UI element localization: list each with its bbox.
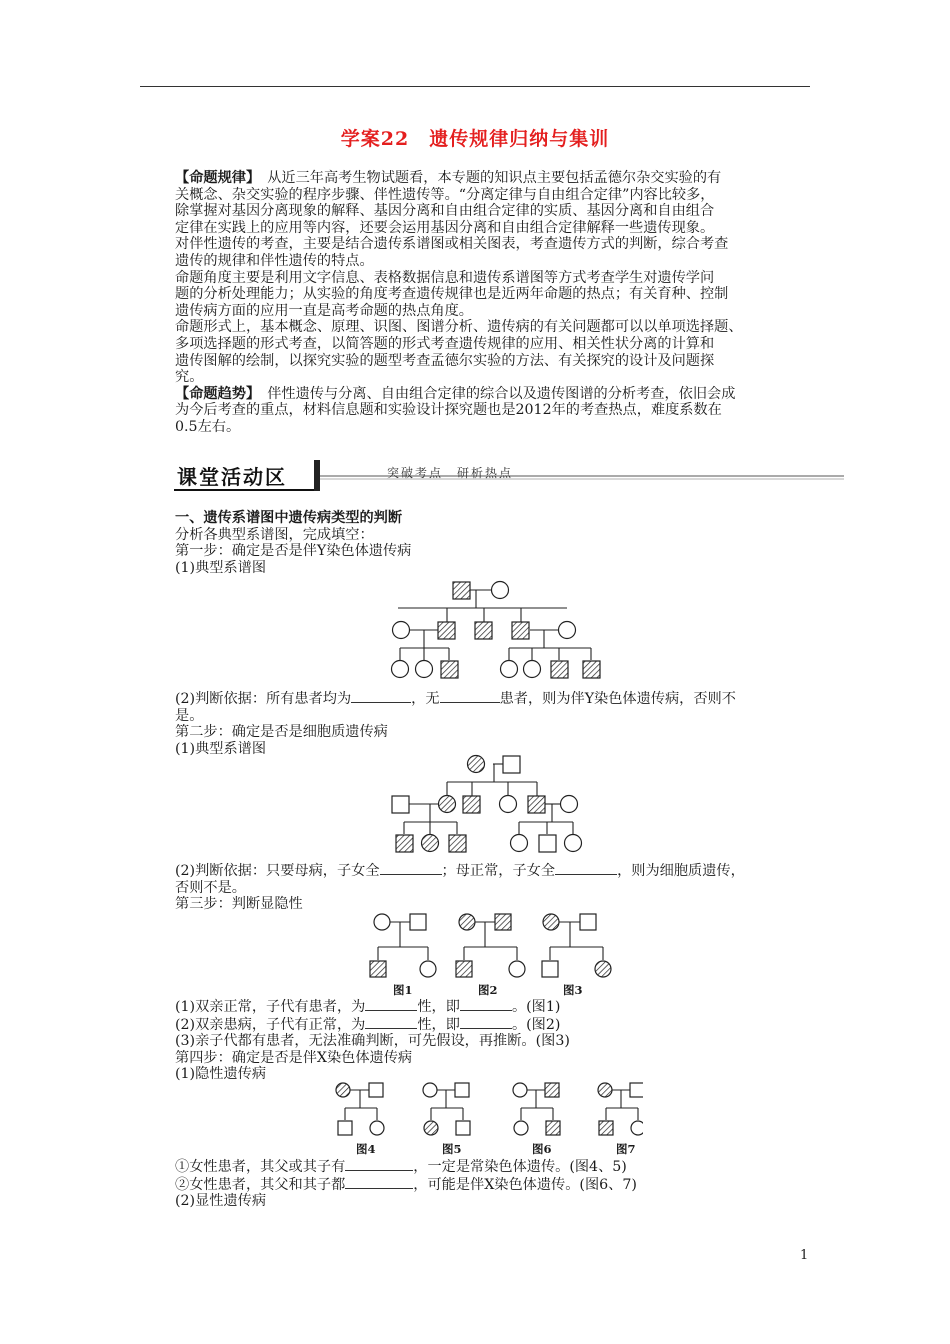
step-sub: (2)显性遗传病 (175, 1193, 267, 1210)
judge-text: 。(图2) (511, 1016, 561, 1033)
figure-caption: 图1 (393, 983, 413, 997)
judge-text: (2)双亲患病，子代有正常，为 (175, 1016, 366, 1033)
intro-line: 多项选择题的形式考查，以简答题的形式考查遗传规律的应用、相关性状分离的计算和 (175, 335, 715, 352)
banner-title: 课堂活动区 (177, 465, 287, 489)
fill-blank[interactable] (460, 998, 512, 1011)
figure-caption: 图2 (478, 983, 498, 997)
judge-text: ①女性患者，其父或其子有 (175, 1159, 346, 1175)
section-block-2 (175, 690, 810, 757)
section-block-5 (175, 1158, 810, 1210)
judge-text: ；母正常，子女全 (441, 863, 556, 879)
pedigree-y-linked (385, 578, 615, 688)
intro-line: 命题形式上，基本概念、原理、识图、图谱分析、遗传病的有关问题都可以以单项选择题、 (175, 319, 743, 336)
judge-text: ②女性患者，其父和其子都 (175, 1176, 346, 1193)
judge-text: 。(图1) (511, 999, 561, 1015)
step-sub: (1)隐性遗传病 (175, 1066, 267, 1083)
section-line: 分析各典型系谱图，完成填空： (175, 526, 374, 543)
step-heading: 第一步：确定是否是伴Y染色体遗传病 (175, 543, 412, 560)
judge-text: (1)双亲正常，子代有患者，为 (175, 999, 366, 1015)
figure-caption: 图6 (532, 1142, 552, 1156)
figure-caption: 图3 (563, 983, 583, 997)
judge-text: (3)亲子代都有患者，无法准确判断，可先假设，再推断。(图3) (175, 1033, 570, 1050)
judge-text: 性，即 (417, 1016, 460, 1033)
intro-line: 关概念、杂交实验的程序步骤、伴性遗传等。“分离定律与自由组合定律”内容比较多， (175, 186, 715, 203)
fill-blank[interactable] (345, 1176, 413, 1189)
banner-subtitle: 突破考点 研析热点 (387, 466, 514, 480)
intro-line: 遗传图解的绘制，以探究实验的题型考查孟德尔实验的方法、有关探究的设计及问题探 (175, 352, 715, 369)
judge-text: 患者，则为伴Y染色体遗传病，否则不 (499, 691, 736, 707)
intro-tag-1: 【命题规律】 (175, 170, 254, 186)
step-heading: 第二步：确定是否是细胞质遗传病 (175, 724, 388, 741)
page-title: 学案22 遗传规律归纳与集训 (340, 128, 610, 150)
step-heading: 第四步：确定是否是伴X染色体遗传病 (175, 1049, 413, 1066)
fill-blank[interactable] (351, 690, 411, 703)
fill-blank[interactable] (365, 998, 417, 1011)
intro-line: 伴性遗传与分离、自由组合定律的综合以及遗传图谱的分析考查，依旧会成 (253, 385, 736, 402)
intro-line: 0.5左右。 (175, 418, 241, 435)
fill-blank[interactable] (440, 690, 500, 703)
judge-text: 否则不是。 (175, 879, 246, 896)
section-block-1 (175, 510, 810, 576)
intro-line: 命题角度主要是利用文字信息、表格数据信息和遗传系谱图等方式考查学生对遗传学问 (175, 269, 715, 286)
judge-text: 是。 (175, 707, 204, 724)
intro-tag-2: 【命题趋势】 (175, 385, 254, 402)
intro-line: 遗传病方面的应用一直是高考命题的热点角度。 (175, 302, 473, 319)
judge-text: ，一定是常染色体遗传。(图4、5) (413, 1159, 627, 1175)
section-banner (174, 459, 844, 493)
judge-text: ，则为细胞质遗传， (617, 863, 745, 879)
judge-text: 性，即 (417, 999, 460, 1015)
step-heading: 第三步：判断显隐性 (175, 896, 303, 913)
intro-line: 定律在实践上的应用等内容，还要会运用基因分离和自由组合定律解释一些遗传现象。 (175, 219, 715, 236)
fill-blank[interactable] (380, 862, 442, 875)
judge-text: ，可能是伴X染色体遗传。(图6、7) (413, 1176, 637, 1193)
pedigree-cytoplasmic (385, 752, 585, 862)
figure-caption: 图5 (442, 1142, 462, 1156)
intro-line: 除掌握对基因分离现象的解释、基因分离和自由组合定律的实质、基因分离和自由组合 (175, 203, 715, 220)
fill-blank[interactable] (365, 1016, 417, 1029)
intro-line: 究。 (175, 369, 204, 386)
step-sub: (1)典型系谱图 (175, 559, 267, 576)
top-rule (140, 86, 810, 87)
intro-block (175, 170, 810, 436)
fill-blank[interactable] (460, 1016, 512, 1029)
judge-text: (2)判断依据：所有患者均为 (175, 691, 352, 707)
figure-caption: 图7 (616, 1142, 636, 1156)
intro-line: 题的分析处理能力；从实验的角度考查遗传规律也是近两年命题的热点；有关育种、控制 (175, 286, 729, 303)
intro-line: 为今后考查的重点，材料信息题和实验设计探究题也是2012年的考查热点，难度系数在 (175, 402, 722, 419)
section-block-3 (175, 862, 810, 913)
intro-line: 对伴性遗传的考查，主要是结合遗传系谱图或相关图表，考查遗传方式的判断，综合考查 (175, 236, 729, 253)
pedigree-fig-4-7 (333, 1080, 643, 1140)
fill-blank[interactable] (555, 862, 617, 875)
intro-line: 从近三年高考生物试题看，本专题的知识点主要包括孟德尔杂交实验的有 (253, 170, 722, 186)
intro-line: 遗传的规律和伴性遗传的特点。 (175, 252, 374, 269)
section-heading: 一、遗传系谱图中遗传病类型的判断 (175, 510, 403, 526)
section-block-4 (175, 998, 810, 1083)
judge-text: (2)判断依据：只要母病，子女全 (175, 863, 380, 879)
figure-caption: 图4 (356, 1142, 376, 1156)
page-number: 1 (800, 1248, 809, 1263)
pedigree-fig-1-3 (368, 910, 628, 980)
step-sub: (1)典型系谱图 (175, 740, 267, 757)
judge-text: ，无 (411, 691, 440, 707)
fill-blank[interactable] (345, 1158, 413, 1171)
